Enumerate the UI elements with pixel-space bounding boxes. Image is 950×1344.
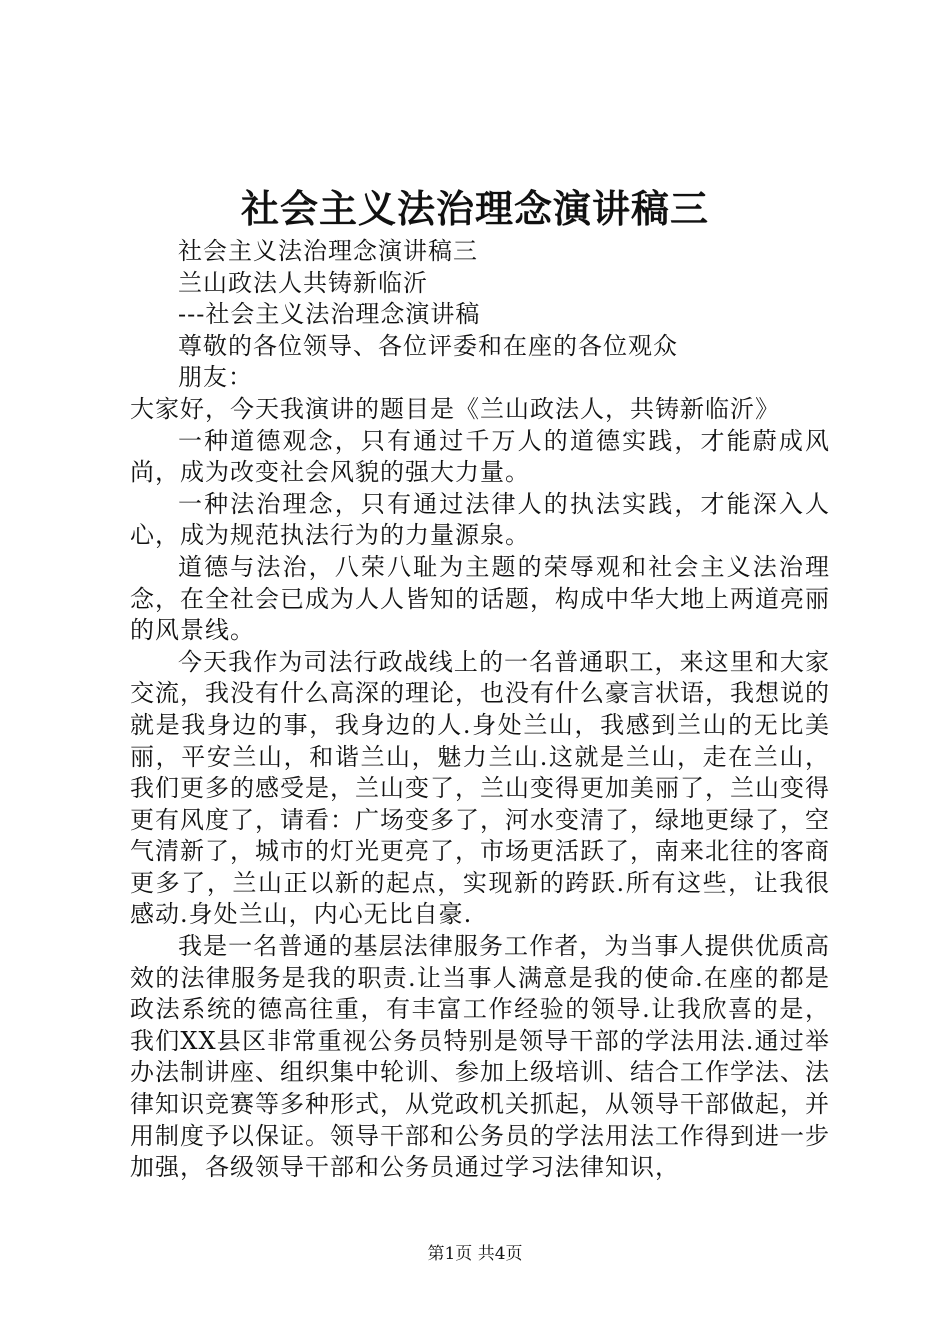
- body-paragraph: 尊敬的各位领导、各位评委和在座的各位观众: [178, 331, 678, 360]
- page-footer: 第1页 共4页: [427, 1244, 523, 1264]
- body-paragraph: 道德与法治，八荣八耻为主题的荣辱观和社会主义法治理念，在全社会已成为人人皆知的话题，构成中华大地上两道亮丽的风景线。: [130, 552, 830, 645]
- body-paragraph: 社会主义法治理念演讲稿三: [178, 237, 478, 265]
- body-paragraph: 今天我作为司法行政战线上的一名普通职工，来这里和大家交流，我没有什么高深的理论，也没有什么豪言状语，我想说的就是我身边的事，我身边的人.身处兰山，我感到兰山的无比美丽，平安兰山，和谐兰山，魅力兰山.这就是兰山，走在兰山，我们更多的感受是，兰山变了，兰山变得更加美丽了，兰山变得更有风度了，请看：广场变多了，河水变清了，绿地更绿了，空气清新了，城市的灯光更亮了，市场更活跃了，南来北往的客商更多了，兰山正以新的起点，实现新的跨跃.所有这些，让我很感动.身处兰山，内心无比自豪.: [130, 647, 830, 929]
- body-paragraph: 一种法治理念，只有通过法律人的执法实践，才能深入人心，成为规范执法行为的力量源泉。: [130, 489, 830, 550]
- body-paragraph: 我是一名普通的基层法律服务工作者，为当事人提供优质高效的法律服务是我的职责.让当事人满意是我的使命.在座的都是政法系统的德高往重，有丰富工作经验的领导.让我欣喜的是，我们XX县区非常重视公务员特别是领导干部的学法用法.通过举办法制讲座、组织集中轮训、参加上级培训、结合工作学法、法律知识竞赛等多种形式，从党政机关抓起，从领导干部做起，并用制度予以保证。领导干部和公务员的学法用法工作得到进一步加强，各级领导干部和公务员通过学习法律知识，: [130, 932, 830, 1182]
- document-body: [130, 236, 830, 1184]
- body-paragraph: 朋友：: [178, 363, 253, 392]
- body-paragraph: 一种道德观念，只有通过千万人的道德实践，才能蔚成风尚，成为改变社会风貌的强大力量。: [130, 426, 830, 487]
- body-paragraph: 兰山政法人共铸新临沂: [178, 268, 428, 297]
- document-title: 社会主义法治理念演讲稿三: [240, 186, 709, 231]
- body-paragraph: 大家好，今天我演讲的题目是《兰山政法人，共铸新临沂》: [130, 394, 780, 423]
- body-paragraph: ---社会主义法治理念演讲稿: [178, 300, 481, 329]
